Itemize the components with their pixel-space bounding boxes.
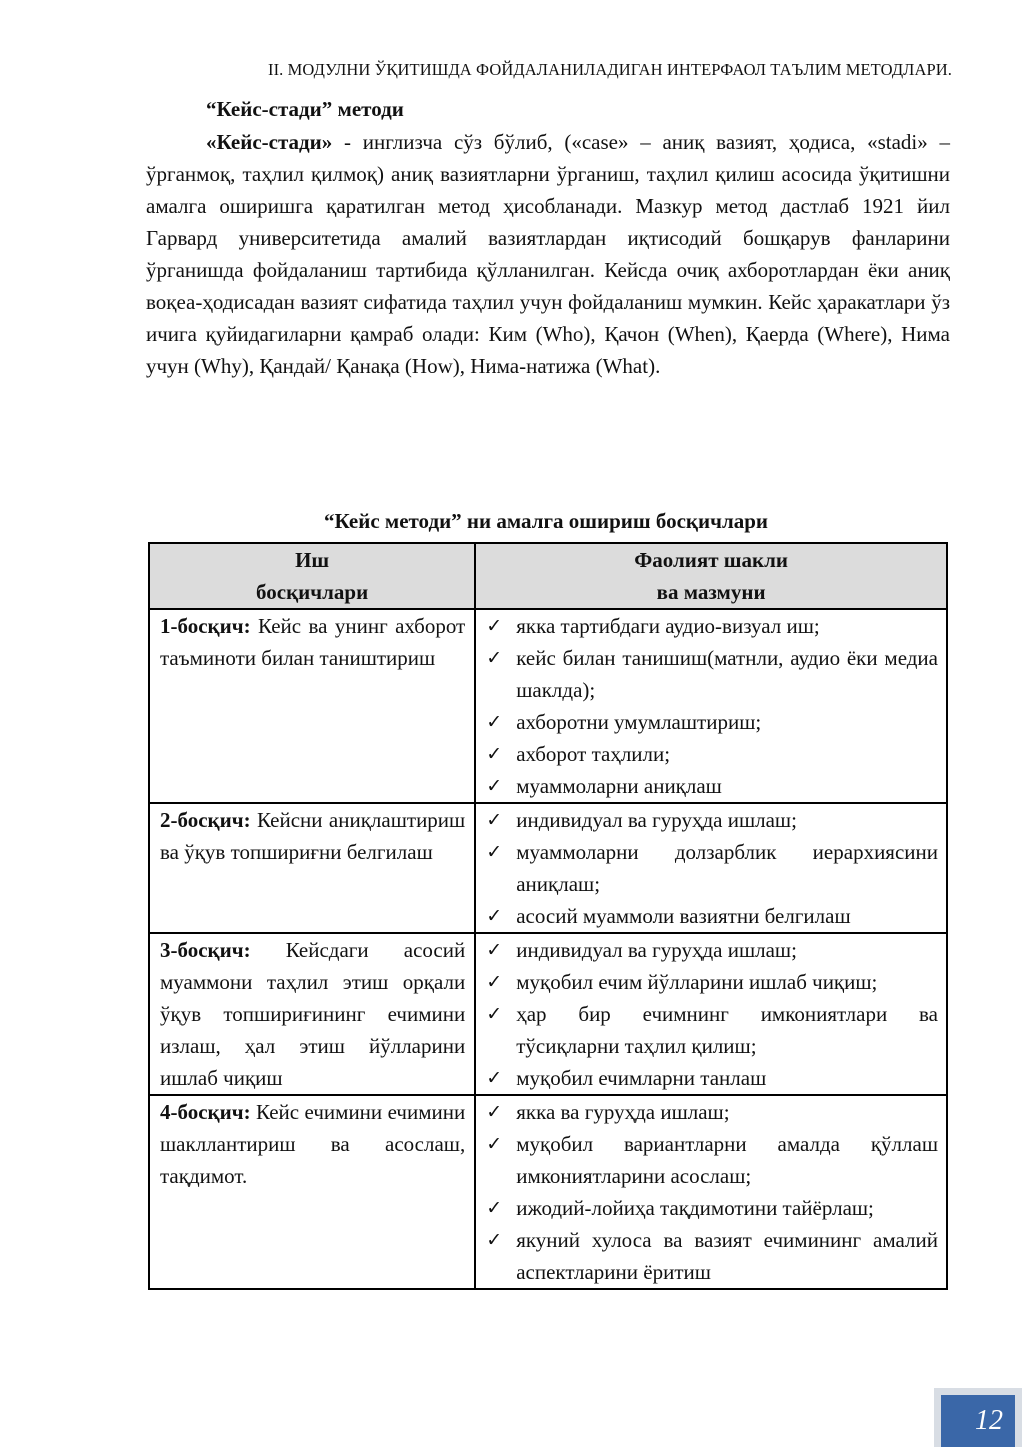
header-activities-line2: ва мазмуни: [656, 580, 766, 604]
page-number: 12: [975, 1405, 1003, 1436]
page-number-box: [941, 1395, 1015, 1447]
section-title: “Кейс-стади” методи: [206, 97, 404, 121]
intro-term: «Кейс-стади»: [206, 130, 333, 154]
check-mark-icon: ✓: [486, 1067, 503, 1089]
steps-table-body: [149, 609, 947, 1289]
check-mark-icon: ✓: [486, 809, 503, 831]
stage-text: Кейсни аниқлаштириш ва ўқув топшириғни белгилаш: [160, 808, 466, 864]
table-row: [149, 803, 947, 933]
check-mark-icon: ✓: [486, 647, 503, 669]
activity-text: якка ва гуруҳда ишлаш;: [516, 1100, 730, 1124]
header-cell-stages: [149, 543, 475, 609]
table-row: [149, 1095, 947, 1289]
page-number-badge: [934, 1388, 1022, 1447]
list-item: [486, 900, 938, 932]
activity-text: муқобил вариантларни амалда қўллаш имкониятларини асослаш;: [516, 1132, 938, 1188]
activity-text: индивидуал ва гуруҳда ишлаш;: [516, 808, 797, 832]
check-mark-icon: ✓: [486, 1003, 503, 1025]
activities-cell: [475, 803, 947, 933]
steps-table: [148, 542, 948, 1290]
activity-text: ҳар бир ечимнинг имкониятлари ва тўсиқларни таҳлил қилиш;: [516, 1002, 938, 1058]
stage-cell: [149, 609, 475, 803]
header-stages-line2: босқичлари: [256, 580, 369, 604]
stage-label: 1-босқич:: [160, 614, 251, 638]
activities-list: [476, 610, 946, 802]
list-item: [486, 1096, 938, 1128]
list-item: [486, 1128, 938, 1192]
stage-label: 4-босқич:: [160, 1100, 251, 1124]
check-mark-icon: ✓: [486, 711, 503, 733]
table-header-row: [149, 543, 947, 609]
activities-cell: [475, 933, 947, 1095]
stage-description: [150, 804, 474, 868]
activities-cell: [475, 609, 947, 803]
stage-label: 3-босқич:: [160, 938, 251, 962]
check-mark-icon: ✓: [486, 743, 503, 765]
stage-description: [150, 934, 474, 1094]
check-mark-icon: ✓: [486, 971, 503, 993]
check-mark-icon: ✓: [486, 1133, 503, 1155]
activity-text: ахборот таҳлили;: [516, 742, 671, 766]
activities-list: [476, 934, 946, 1094]
intro-text: - инглизча сўз бўлиб, («case» – аниқ вазият, ҳодиса, «stadi» – ўрганмоқ, таҳлил қилмоқ) аниқ вазиятларни ўрганиш, таҳлил қилиш асосида ўқитишни амалга оширишга қаратилган метод ҳисобланади. Мазкур метод дастлаб 1921 йил Гарвард университетида амалий вазиятлардан иқтисодий бошқарув фанларини ўрганишда фойдаланиш тартибида қўлланилган. Кейсда очиқ ахборотлардан ёки аниқ воқеа-ҳодисадан вазият сифатида таҳлил учун фойдаланиш мумкин. Кейс ҳаракатлари ўз ичига қуйидагиларни қамраб олади: Ким (Who), Қачон (When), Қаерда (Where), Нима учун (Why), Қандай/ Қанақа (How), Нима-натижа (What).: [146, 130, 950, 378]
stage-cell: [149, 803, 475, 933]
list-item: [486, 706, 938, 738]
stage-label: 2-босқич:: [160, 808, 251, 832]
activity-text: муаммоларни аниқлаш: [516, 774, 722, 798]
list-item: [486, 738, 938, 770]
activities-list: [476, 804, 946, 932]
list-item: [486, 642, 938, 706]
list-item: [486, 770, 938, 802]
check-mark-icon: ✓: [486, 615, 503, 637]
list-item: [486, 966, 938, 998]
header-activities-line1: Фаолият шакли: [634, 548, 788, 572]
stage-cell: [149, 933, 475, 1095]
stage-text: Кейс ва унинг ахборот таъминоти билан таништириш: [160, 614, 466, 670]
list-item: [486, 934, 938, 966]
list-item: [486, 1062, 938, 1094]
activity-text: асосий муаммоли вазиятни белгилаш: [516, 904, 851, 928]
table-row: [149, 933, 947, 1095]
check-mark-icon: ✓: [486, 939, 503, 961]
activity-text: якуний хулоса ва вазият ечимининг амалий аспектларини ёритиш: [516, 1228, 938, 1284]
header-cell-activities: [475, 543, 947, 609]
activity-text: муқобил ечим йўлларини ишлаб чиқиш;: [516, 970, 878, 994]
table-title: “Кейс методи” ни амалга ошириш босқичлари: [323, 509, 769, 533]
activity-text: индивидуал ва гуруҳда ишлаш;: [516, 938, 797, 962]
intro-paragraph: [146, 126, 950, 382]
stage-text: Кейсдаги асосий муаммони таҳлил этиш орқали ўқув топшириғининг ечимини излаш, ҳал этиш йўлларини ишлаб чиқиш: [160, 938, 466, 1090]
list-item: [486, 998, 938, 1062]
check-mark-icon: ✓: [486, 905, 503, 927]
stage-cell: [149, 1095, 475, 1289]
check-mark-icon: ✓: [486, 1229, 503, 1251]
check-mark-icon: ✓: [486, 775, 503, 797]
activity-text: ижодий-лойиҳа тақдимотини тайёрлаш;: [516, 1196, 874, 1220]
activities-list: [476, 1096, 946, 1288]
table-row: [149, 609, 947, 803]
header-stages-line1: Иш: [295, 548, 330, 572]
list-item: [486, 1192, 938, 1224]
stage-description: [150, 610, 474, 674]
running-header: II. МОДУЛНИ ЎҚИТИШДА ФОЙДАЛАНИЛАДИГАН ИНТЕРФАОЛ ТАЪЛИМ МЕТОДЛАРИ.: [267, 60, 952, 79]
activity-text: якка тартибдаги аудио-визуал иш;: [516, 614, 820, 638]
list-item: [486, 1224, 938, 1288]
activity-text: муаммоларни долзарблик иерархиясини аниқлаш;: [516, 840, 938, 896]
check-mark-icon: ✓: [486, 841, 503, 863]
list-item: [486, 804, 938, 836]
check-mark-icon: ✓: [486, 1197, 503, 1219]
check-mark-icon: ✓: [486, 1101, 503, 1123]
list-item: [486, 610, 938, 642]
stage-text: Кейс ечимини ечимини шакллантириш ва асослаш, тақдимот.: [160, 1100, 466, 1188]
activities-cell: [475, 1095, 947, 1289]
activity-text: ахборотни умумлаштириш;: [516, 710, 762, 734]
stage-description: [150, 1096, 474, 1192]
activity-text: кейс билан танишиш(матнли, аудио ёки медиа шаклда);: [516, 646, 938, 702]
list-item: [486, 836, 938, 900]
activity-text: муқобил ечимларни танлаш: [516, 1066, 767, 1090]
